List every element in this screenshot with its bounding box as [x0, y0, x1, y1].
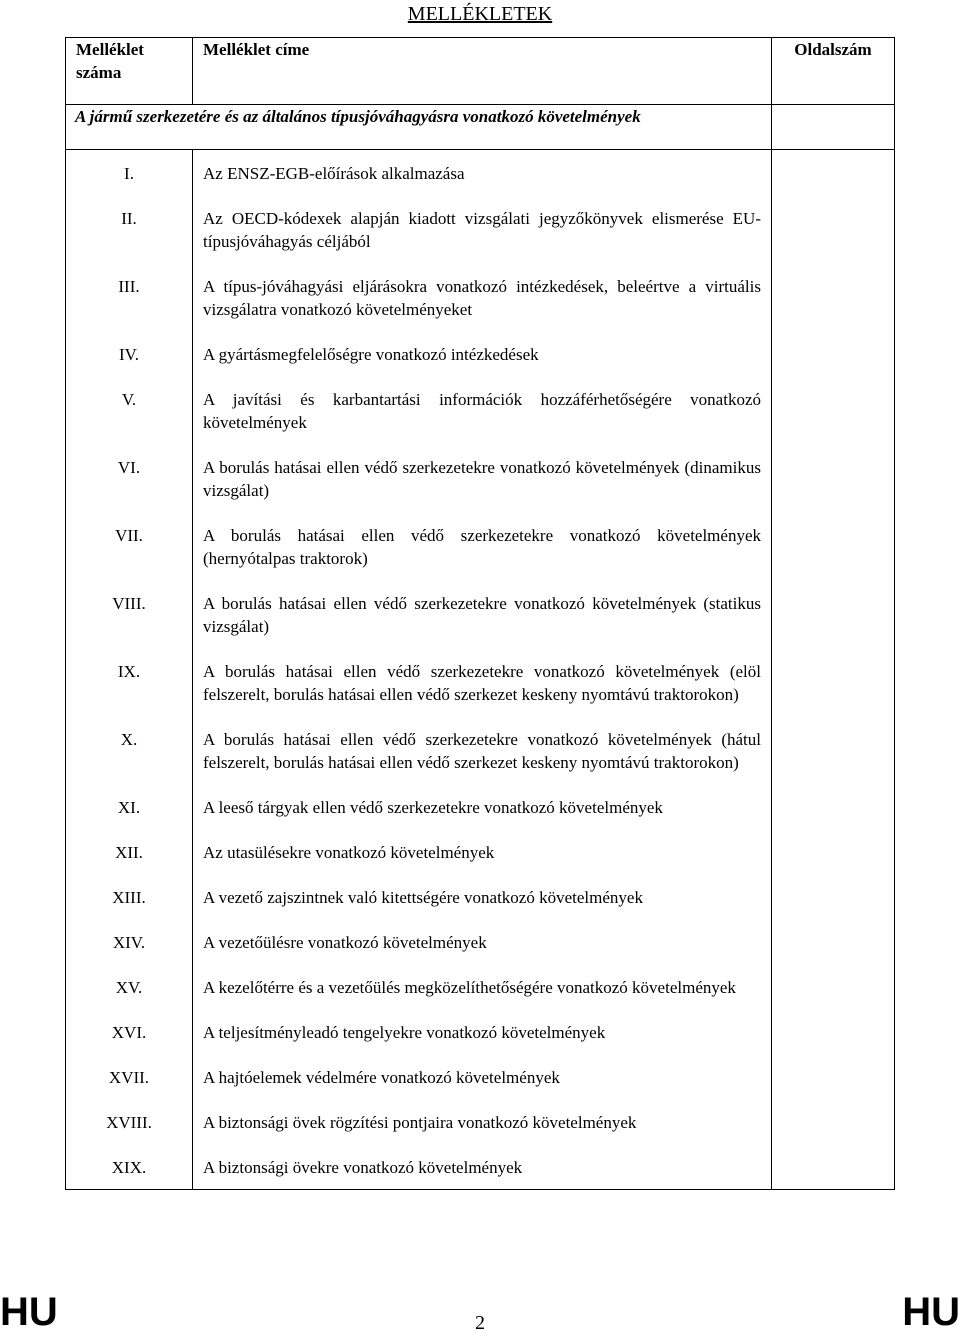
- table-row: [66, 331, 895, 376]
- annex-page: [772, 195, 895, 263]
- header-annex-title: Melléklet címe: [193, 38, 772, 105]
- annex-title: Az ENSZ-EGB-előírások alkalmazása: [193, 150, 772, 196]
- annex-number: VI.: [66, 444, 193, 512]
- annex-page: [772, 1099, 895, 1144]
- table-row: [66, 648, 895, 716]
- table-row: [66, 919, 895, 964]
- annex-title: A biztonsági övek rögzítési pontjaira vonatkozó követelmények: [193, 1099, 772, 1144]
- annex-title: A biztonsági övekre vonatkozó követelmények: [193, 1144, 772, 1190]
- annex-number: XII.: [66, 829, 193, 874]
- table-row: [66, 150, 895, 196]
- annex-number: IX.: [66, 648, 193, 716]
- annex-page: [772, 964, 895, 1009]
- annex-title: A típus-jóváhagyási eljárásokra vonatkozó intézkedések, beleértve a virtuális vizsgálatra vonatkozó követelményeket: [193, 263, 772, 331]
- annex-number: II.: [66, 195, 193, 263]
- table-row: [66, 874, 895, 919]
- annex-number: I.: [66, 150, 193, 196]
- table-row: [66, 1054, 895, 1099]
- table-row: [66, 1144, 895, 1190]
- table-row: [66, 512, 895, 580]
- annex-page: [772, 331, 895, 376]
- annex-page: [772, 580, 895, 648]
- annex-page: [772, 512, 895, 580]
- footer-page-number: 2: [475, 1312, 485, 1334]
- annex-title: A borulás hatásai ellen védő szerkezetekre vonatkozó követelmények (hátul felszerelt, borulás hatásai ellen védő szerkezet keskeny nyomtávú traktorokon): [193, 716, 772, 784]
- section-page-cell: [772, 105, 895, 150]
- annex-title: A borulás hatásai ellen védő szerkezetekre vonatkozó követelmények (hernyótalpas traktorok): [193, 512, 772, 580]
- annex-number: VIII.: [66, 580, 193, 648]
- table-row: [66, 1009, 895, 1054]
- annex-page: [772, 919, 895, 964]
- annex-number: VII.: [66, 512, 193, 580]
- annex-title: A gyártásmegfelelőségre vonatkozó intézkedések: [193, 331, 772, 376]
- annex-number: III.: [66, 263, 193, 331]
- table-row: [66, 829, 895, 874]
- annex-number: IV.: [66, 331, 193, 376]
- annex-title: A leeső tárgyak ellen védő szerkezetekre vonatkozó követelmények: [193, 784, 772, 829]
- annex-page: [772, 444, 895, 512]
- annex-number: XIX.: [66, 1144, 193, 1190]
- annex-table: [65, 37, 895, 1190]
- table-row: [66, 964, 895, 1009]
- table-row: [66, 195, 895, 263]
- annex-number: XVIII.: [66, 1099, 193, 1144]
- section-row: [66, 105, 895, 150]
- annex-page: [772, 376, 895, 444]
- annex-page: [772, 263, 895, 331]
- annex-number: XVI.: [66, 1009, 193, 1054]
- annex-title: A javítási és karbantartási információk hozzáférhetőségére vonatkozó követelmények: [193, 376, 772, 444]
- annex-title: Az utasülésekre vonatkozó követelmények: [193, 829, 772, 874]
- annex-page: [772, 829, 895, 874]
- annex-page: [772, 784, 895, 829]
- annex-page: [772, 1009, 895, 1054]
- annex-title: A teljesítményleadó tengelyekre vonatkozó követelmények: [193, 1009, 772, 1054]
- annex-number: XV.: [66, 964, 193, 1009]
- table-row: [66, 580, 895, 648]
- annex-number: XVII.: [66, 1054, 193, 1099]
- annex-page: [772, 150, 895, 196]
- section-heading: A jármű szerkezetére és az általános típusjóváhagyásra vonatkozó követelmények: [66, 105, 772, 150]
- table-row: [66, 376, 895, 444]
- document-title: MELLÉKLETEK: [407, 3, 553, 25]
- annex-title: A hajtóelemek védelmére vonatkozó követelmények: [193, 1054, 772, 1099]
- annex-number: V.: [66, 376, 193, 444]
- annex-page: [772, 648, 895, 716]
- annex-number: XI.: [66, 784, 193, 829]
- annex-title: A borulás hatásai ellen védő szerkezetekre vonatkozó követelmények (dinamikus vizsgálat): [193, 444, 772, 512]
- annex-number: XIII.: [66, 874, 193, 919]
- annex-title: A kezelőtérre és a vezetőülés megközelíthetőségére vonatkozó követelmények: [193, 964, 772, 1009]
- annex-number: XIV.: [66, 919, 193, 964]
- header-page-number: Oldalszám: [772, 38, 895, 105]
- table-row: [66, 784, 895, 829]
- table-header-row: [66, 38, 895, 105]
- annex-page: [772, 716, 895, 784]
- annex-page: [772, 1144, 895, 1190]
- table-row: [66, 444, 895, 512]
- annex-title: A vezetőülésre vonatkozó követelmények: [193, 919, 772, 964]
- table-row: [66, 716, 895, 784]
- footer-language-left: HU: [0, 1290, 58, 1334]
- annex-title: A borulás hatásai ellen védő szerkezetekre vonatkozó követelmények (statikus vizsgálat): [193, 580, 772, 648]
- annex-title: A vezető zajszintnek való kitettségére vonatkozó követelmények: [193, 874, 772, 919]
- annex-title: A borulás hatásai ellen védő szerkezetekre vonatkozó követelmények (elöl felszerelt, borulás hatásai ellen védő szerkezet keskeny nyomtávú traktorokon): [193, 648, 772, 716]
- annex-title: Az OECD-kódexek alapján kiadott vizsgálati jegyzőkönyvek elismerése EU-típusjóváhagyás céljából: [193, 195, 772, 263]
- table-row: [66, 1099, 895, 1144]
- footer-language-right: HU: [902, 1290, 960, 1334]
- header-annex-number: Melléklet száma: [66, 38, 193, 105]
- annex-page: [772, 1054, 895, 1099]
- annex-number: X.: [66, 716, 193, 784]
- table-row: [66, 263, 895, 331]
- annex-page: [772, 874, 895, 919]
